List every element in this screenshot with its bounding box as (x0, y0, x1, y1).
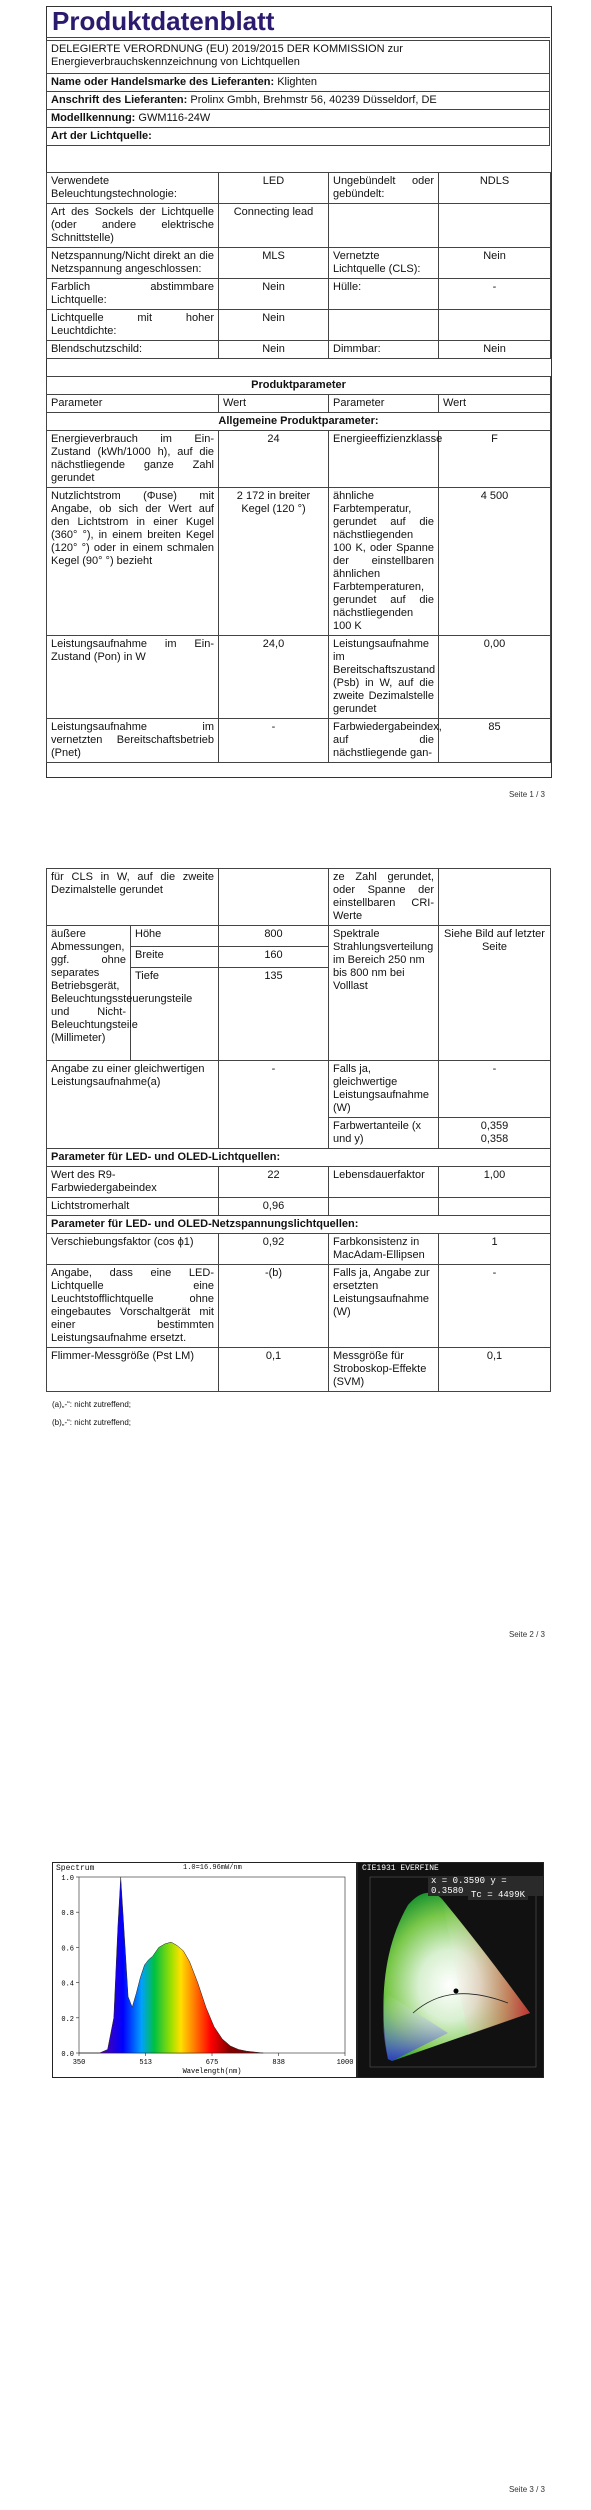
model-value: GWM116-24W (138, 112, 211, 124)
ls-label-left: Farblich abstimmbare Lichtquelle: (47, 279, 219, 310)
chromaticity-y: 0,358 (480, 1133, 509, 1145)
model-row (47, 110, 550, 128)
product-params-table (46, 376, 551, 763)
ls-value-right (439, 310, 551, 341)
cie-tc-readout: Tc = 4499K (468, 1890, 528, 1900)
light-source-heading: Art der Lichtquelle: (47, 128, 550, 146)
cont-left-text: für CLS in W, auf die zweite Dezimalstelle gerundet (47, 869, 219, 926)
supplier-name-label: Name oder Handelsmarke des Lieferanten: (51, 76, 275, 88)
replacement-r-label: Falls ja, Angabe zur ersetzten Leistungsaufnahme (W) (329, 1265, 439, 1348)
ls-value-left: Nein (219, 279, 329, 310)
cont-empty-2 (439, 869, 551, 926)
gp-label-left: Nutzlichtstrom (Φuse) mit Angabe, ob sich der Wert auf den Lichtstrom in einer Kugel (360° °), in einem breiten Kegel (120° °) oder in einem schmalen Kegel (90° °) bezieht (47, 488, 219, 636)
gp-label-right: ähnliche Farbtemperatur, gerundet auf die nächstliegenden 100 K, oder Spanne der einstellbaren ähnlichen Farbtemperaturen, gerundet auf die nächstliegenden 100 K (329, 488, 439, 636)
maint-empty-2 (439, 1198, 551, 1216)
col-value-1: Wert (219, 395, 329, 413)
color-consistency-value: 1 (439, 1234, 551, 1265)
page-number-3: Seite 3 / 3 (508, 2485, 545, 2494)
replacement-value: -(b) (219, 1265, 329, 1348)
spectrum-x-tick-label: 675 (205, 2059, 219, 2067)
spectrum-svg (53, 1863, 354, 2075)
spectrum-y-tick-label: 0.6 (61, 1945, 74, 1954)
product-params-heading: Produktparameter (47, 377, 551, 395)
page-number-1: Seite 1 / 3 (508, 790, 545, 799)
r9-label: Wert des R9-Farbwiedergabeindex (47, 1167, 219, 1198)
ls-label-right: Vernetzte Lichtquelle (CLS): (329, 248, 439, 279)
ls-label-right: Hülle: (329, 279, 439, 310)
gp-label-right: Leistungsaufnahme im Bereitschaftszustand (Psb) in W, auf die zweite Dezimalstelle gerundet (329, 636, 439, 719)
equivalent-power-r-label: Falls ja, gleichwertige Leistungsaufnahme (W) (329, 1061, 439, 1118)
header-table (46, 40, 550, 146)
light-source-row (47, 248, 551, 279)
gp-value-left: 24,0 (219, 636, 329, 719)
spectrum-scale: 1.0=16.96mW/nm (183, 1864, 242, 1872)
gp-value-right: 0,00 (439, 636, 551, 719)
gp-label-left: Leistungsaufnahme im Ein-Zustand (Pon) in W (47, 636, 219, 719)
supplier-name-value: Klighten (277, 76, 317, 88)
ls-value-left: Nein (219, 341, 329, 359)
ls-label-right (329, 310, 439, 341)
flicker-label: Flimmer-Messgröße (Pst LM) (47, 1348, 219, 1392)
flicker-value: 0,1 (219, 1348, 329, 1392)
page-1 (0, 0, 591, 810)
light-source-table (46, 172, 551, 359)
lifetime-label: Lebensdauerfaktor (329, 1167, 439, 1198)
spectrum-series-area (79, 1877, 263, 2053)
stroboscopic-label: Messgröße für Stroboskop-Effekte (SVM) (329, 1348, 439, 1392)
gp-value-left: 24 (219, 431, 329, 488)
gp-label-right: Energieeffizienzklasse (329, 431, 439, 488)
cie-xy-readout: x = 0.3590 y = 0.3580 (428, 1876, 543, 1896)
light-source-row (47, 173, 551, 204)
ls-label-left: Verwendete Beleuchtungstechnologie: (47, 173, 219, 204)
lumen-maintenance-value: 0,96 (219, 1198, 329, 1216)
dimensions-label: äußere Abmessungen, ggf. ohne separates Betriebsgerät, Beleuchtungssteuerungsteile und Nicht-Beleuchtungsteile (Millimeter) (47, 926, 131, 1061)
spectrum-x-tick-label: 1000 (336, 2059, 354, 2067)
spectral-label: Spektrale Strahlungsverteilung im Bereich 250 nm bis 800 nm bei Volllast (329, 926, 439, 1061)
gp-value-right: 85 (439, 719, 551, 763)
displacement-value: 0,92 (219, 1234, 329, 1265)
general-param-row (47, 431, 551, 488)
light-source-row (47, 279, 551, 310)
gp-label-left: Energieverbrauch im Ein-Zustand (kWh/1000 h), auf die nächstliegende ganze Zahl gerundet (47, 431, 219, 488)
lifetime-value: 1,00 (439, 1167, 551, 1198)
light-source-row (47, 341, 551, 359)
spectrum-y-tick-label: 0.0 (61, 2051, 74, 2059)
supplier-address-label: Anschrift des Lieferanten: (51, 94, 188, 106)
spectral-value: Siehe Bild auf letzter Seite (439, 926, 551, 1061)
footnote-a: (a)„-“: nicht zutreffend; (52, 1400, 131, 1409)
gp-value-right: 4 500 (439, 488, 551, 636)
equivalent-power-r-value: - (439, 1061, 551, 1118)
ls-value-left: Connecting lead (219, 204, 329, 248)
ls-label-left: Art des Sockels der Lichtquelle (oder andere elektrische Schnittstelle) (47, 204, 219, 248)
displacement-label: Verschiebungsfaktor (cos ϕ1) (47, 1234, 219, 1265)
gp-label-left: Leistungsaufnahme im vernetzten Bereitschaftsbetrieb (Pnet) (47, 719, 219, 763)
r9-value: 22 (219, 1167, 329, 1198)
replacement-r-value: - (439, 1265, 551, 1348)
width-value: 160 (219, 947, 329, 968)
general-params-heading: Allgemeine Produktparameter: (47, 413, 551, 431)
gp-value-left: - (219, 719, 329, 763)
ls-value-left: MLS (219, 248, 329, 279)
gp-value-left: 2 172 in breiter Kegel (120 °) (219, 488, 329, 636)
params-continued-table (46, 868, 551, 1392)
maint-empty-1 (329, 1198, 439, 1216)
depth-value: 135 (219, 968, 329, 1061)
general-param-row (47, 636, 551, 719)
page-number-2: Seite 2 / 3 (508, 1630, 545, 1639)
ls-label-right (329, 204, 439, 248)
page-2 (0, 840, 591, 1660)
ls-value-left: LED (219, 173, 329, 204)
ls-label-left: Lichtquelle mit hoher Leuchtdichte: (47, 310, 219, 341)
gp-label-right: Farbwiedergabeindex, auf die nächstliegende gan- (329, 719, 439, 763)
light-source-row (47, 204, 551, 248)
cie-title: CIE1931 EVERFINE (362, 1864, 439, 1873)
chromaticity-values (439, 1118, 551, 1149)
spectrum-chart (52, 1862, 357, 2078)
spectrum-y-tick-label: 0.2 (61, 2015, 74, 2024)
ls-value-right: Nein (439, 341, 551, 359)
equivalent-power-value: - (219, 1061, 329, 1149)
cont-right-text: ze Zahl gerundet, oder Spanne der einstellbaren CRI-Werte (329, 869, 439, 926)
spectrum-x-tick-label: 513 (139, 2059, 153, 2067)
spectrum-x-axis-label: Wavelength(nm) (182, 2068, 242, 2075)
regulation-text: DELEGIERTE VERORDNUNG (EU) 2019/2015 DER KOMMISSION zur Energieverbrauchskennzeichnung von Lichtquellen (47, 41, 550, 74)
replacement-label: Angabe, dass eine LED-Lichtquelle eine Leuchtstofflichtquelle ohne eingebautes Vorschaltgerät mit einer bestimmten Leistungsaufnahme ersetzt. (47, 1265, 219, 1348)
spectrum-y-tick-label: 0.8 (61, 1910, 74, 1919)
measurement-images (52, 1862, 542, 2076)
cie-measured-point (454, 1989, 459, 1994)
general-param-row (47, 488, 551, 636)
col-value-2: Wert (439, 395, 551, 413)
light-source-row (47, 310, 551, 341)
ls-label-right: Ungebündelt oder gebündelt: (329, 173, 439, 204)
col-param-1: Parameter (47, 395, 219, 413)
led-params-heading: Parameter für LED- und OLED-Lichtquellen: (47, 1149, 551, 1167)
col-param-2: Parameter (329, 395, 439, 413)
ls-label-right: Dimmbar: (329, 341, 439, 359)
spectrum-x-tick-label: 350 (72, 2059, 86, 2067)
spectrum-y-tick-label: 1.0 (61, 1875, 74, 1883)
ls-value-right: Nein (439, 248, 551, 279)
supplier-name-row (47, 74, 550, 92)
chromaticity-x: 0,359 (480, 1120, 509, 1132)
ls-value-right (439, 204, 551, 248)
page-title: Produktdatenblatt (46, 6, 550, 38)
general-param-row (47, 719, 551, 763)
spectrum-y-tick-label: 0.4 (61, 1980, 74, 1989)
height-label: Höhe (131, 926, 219, 947)
ls-label-left: Netzspannung/Nicht direkt an die Netzspannung angeschlossen: (47, 248, 219, 279)
depth-label: Tiefe (131, 968, 219, 1061)
ls-label-left: Blendschutzschild: (47, 341, 219, 359)
stroboscopic-value: 0,1 (439, 1348, 551, 1392)
ls-value-right: NDLS (439, 173, 551, 204)
gp-value-right: F (439, 431, 551, 488)
cont-empty-1 (219, 869, 329, 926)
color-consistency-label: Farbkonsistenz in MacAdam-Ellipsen (329, 1234, 439, 1265)
equivalent-power-label: Angabe zu einer gleichwertigen Leistungsaufnahme(a) (47, 1061, 219, 1149)
spectrum-x-tick-label: 838 (272, 2059, 286, 2067)
footnote-b: (b)„-“: nicht zutreffend; (52, 1418, 131, 1427)
lumen-maintenance-label: Lichtstromerhalt (47, 1198, 219, 1216)
ls-value-right: - (439, 279, 551, 310)
ls-value-left: Nein (219, 310, 329, 341)
spectrum-title: Spectrum (56, 1864, 95, 1873)
cie-diagram (357, 1862, 544, 2078)
chromaticity-label: Farbwertanteile (x und y) (329, 1118, 439, 1149)
width-label: Breite (131, 947, 219, 968)
supplier-address-value: Prolinx Gmbh, Brehmstr 56, 40239 Düsseldorf, DE (190, 94, 437, 106)
height-value: 800 (219, 926, 329, 947)
supplier-address-row (47, 92, 550, 110)
model-label: Modellkennung: (51, 112, 136, 124)
mains-params-heading: Parameter für LED- und OLED-Netzspannungslichtquellen: (47, 1216, 551, 1234)
